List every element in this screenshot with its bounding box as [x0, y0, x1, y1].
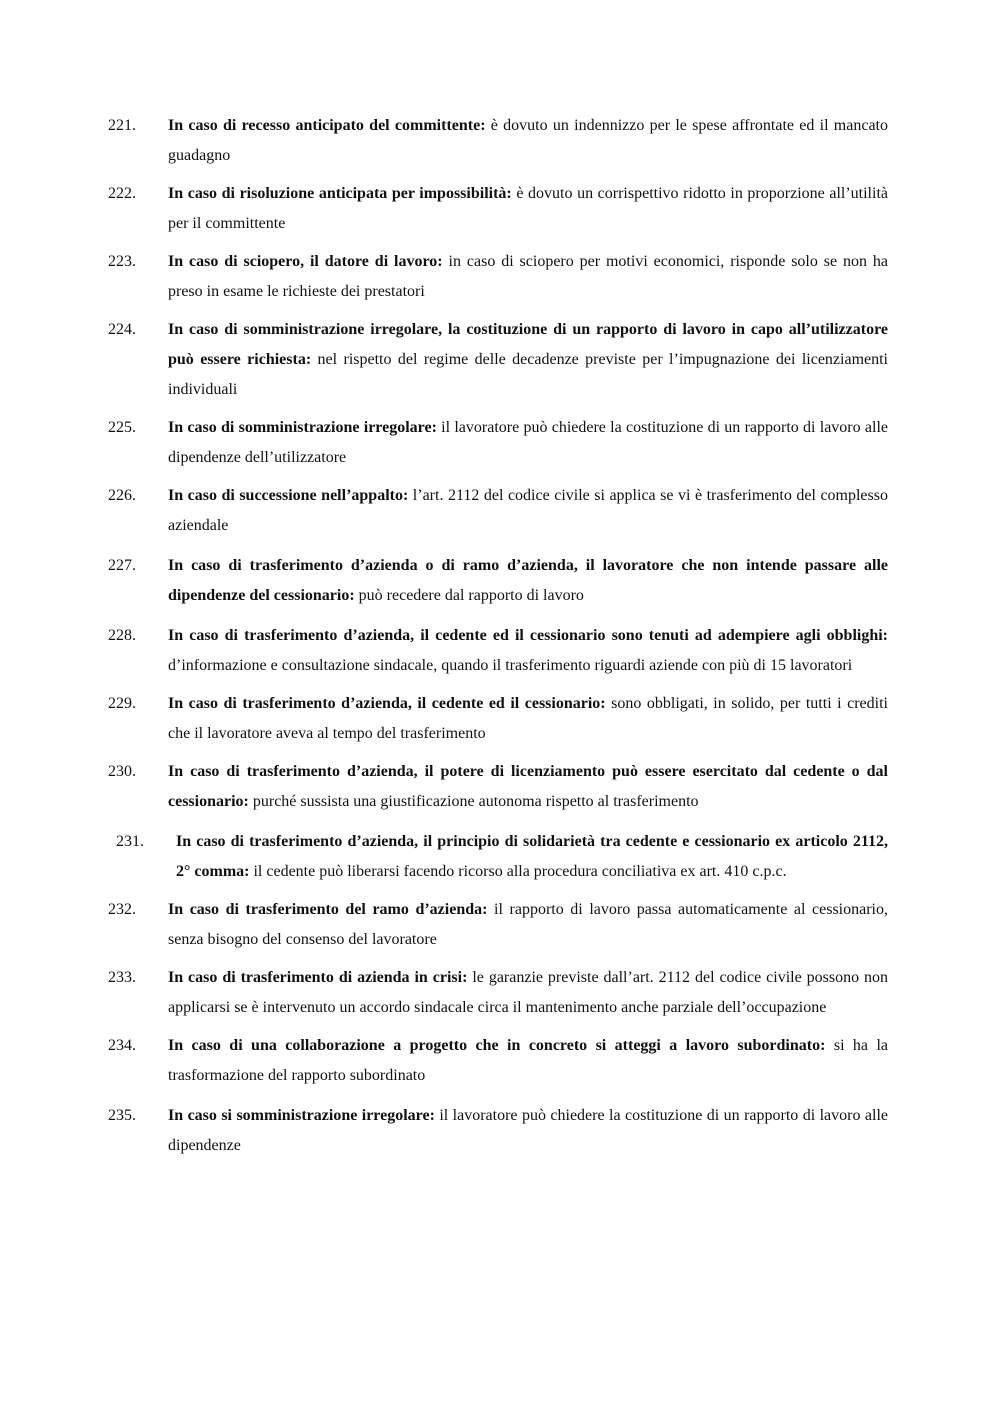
list-item [108, 1101, 888, 1161]
list-item [108, 111, 888, 171]
list-item [108, 179, 888, 239]
qa-list [108, 111, 888, 1161]
item-text [168, 689, 888, 749]
item-number: 225. [108, 419, 136, 436]
item-answer: purché sussista una giustificazione autonoma rispetto al trasferimento [248, 793, 699, 810]
list-item [108, 963, 888, 1023]
list-item [108, 551, 888, 611]
item-number: 221. [108, 117, 136, 134]
item-text [168, 247, 888, 307]
item-number: 223. [108, 253, 136, 270]
item-text [168, 757, 888, 817]
list-item [108, 247, 888, 307]
item-number: 228. [108, 627, 136, 644]
item-answer: il rapporto di lavoro passa automaticamente al cessionario, senza bisogno del consenso del lavoratore [168, 901, 889, 948]
item-text [168, 413, 888, 473]
list-item [108, 1031, 888, 1091]
item-text [168, 315, 888, 405]
item-number: 232. [108, 901, 136, 918]
item-question: In caso di successione nell’appalto: [168, 487, 409, 504]
item-answer: nel rispetto del regime delle decadenze previste per l’impugnazione dei licenziamenti individuali [168, 351, 889, 398]
item-answer: il lavoratore può chiedere la costituzione di un rapporto di lavoro alle dipendenze [168, 1107, 888, 1154]
list-item [108, 757, 888, 817]
item-number: 233. [108, 969, 136, 986]
list-item [108, 621, 888, 681]
item-text [176, 827, 888, 887]
list-item [108, 827, 888, 887]
item-answer: può recedere dal rapporto di lavoro [354, 587, 584, 604]
list-item [108, 315, 888, 405]
item-number: 229. [108, 695, 136, 712]
list-item [108, 895, 888, 955]
item-answer: sono obbligati, in solido, per tutti i crediti che il lavoratore aveva al tempo del trasferimento [168, 695, 888, 742]
item-answer: il cedente può liberarsi facendo ricorso alla procedura conciliativa ex art. 410 c.p.c. [249, 863, 787, 880]
item-question: In caso di somministrazione irregolare: [168, 419, 437, 436]
item-text [168, 179, 888, 239]
item-answer: è dovuto un corrispettivo ridotto in proporzione all’utilità per il committente [168, 185, 888, 232]
item-question: In caso di trasferimento d’azienda, il cedente ed il cessionario sono tenuti ad adempiere agli obblighi: [168, 627, 888, 644]
item-answer: l’art. 2112 del codice civile si applica se vi è trasferimento del complesso aziendale [168, 487, 888, 534]
item-number: 222. [108, 185, 136, 202]
item-question: In caso di una collaborazione a progetto che in concreto si atteggi a lavoro subordinato: [168, 1037, 826, 1054]
item-number: 230. [108, 763, 136, 780]
item-question: In caso di trasferimento d’azienda, il principio di solidarietà tra cedente e cessionario ex articolo 2112, 2° comma: [176, 833, 888, 880]
item-text [168, 111, 888, 171]
item-question: In caso di trasferimento d’azienda, il cedente ed il cessionario: [168, 695, 606, 712]
item-text [168, 895, 888, 955]
item-number: 227. [108, 557, 136, 574]
item-number: 235. [108, 1107, 136, 1124]
item-answer: in caso di sciopero per motivi economici, risponde solo se non ha preso in esame le richieste dei prestatori [168, 253, 889, 300]
item-question: In caso si somministrazione irregolare: [168, 1107, 435, 1124]
item-text [168, 481, 888, 541]
item-number: 234. [108, 1037, 136, 1054]
item-question: In caso di somministrazione irregolare, la costituzione di un rapporto di lavoro in capo all’utilizzatore può essere richiesta: [168, 321, 888, 368]
list-item [108, 689, 888, 749]
item-answer: è dovuto un indennizzo per le spese affrontate ed il mancato guadagno [168, 117, 889, 164]
item-text [168, 1101, 888, 1161]
item-answer: d’informazione e consultazione sindacale, quando il trasferimento riguardi aziende con più di 15 lavoratori [168, 657, 853, 674]
item-question: In caso di recesso anticipato del committente: [168, 117, 486, 134]
item-text [168, 963, 888, 1023]
list-item [108, 481, 888, 541]
item-answer: si ha la trasformazione del rapporto subordinato [168, 1037, 888, 1084]
item-text [168, 621, 888, 681]
item-text [168, 1031, 888, 1091]
item-answer: il lavoratore può chiedere la costituzione di un rapporto di lavoro alle dipendenze dell’utilizzatore [168, 419, 888, 466]
item-question: In caso di sciopero, il datore di lavoro: [168, 253, 443, 270]
item-question: In caso di risoluzione anticipata per impossibilità: [168, 185, 512, 202]
item-number: 226. [108, 487, 136, 504]
item-question: In caso di trasferimento del ramo d’azienda: [168, 901, 488, 918]
list-item [108, 413, 888, 473]
item-question: In caso di trasferimento d’azienda, il potere di licenziamento può essere esercitato dal cedente o dal cessionario: [168, 763, 888, 810]
item-question: In caso di trasferimento d’azienda o di ramo d’azienda, il lavoratore che non intende passare alle dipendenze del cessionario: [168, 557, 888, 604]
item-text [168, 551, 888, 611]
item-question: In caso di trasferimento di azienda in crisi: [168, 969, 468, 986]
item-answer: le garanzie previste dall’art. 2112 del codice civile possono non applicarsi se è intervenuto un accordo sindacale circa il mantenimento anche parziale dell’occupazione [168, 969, 889, 1016]
item-number: 231. [116, 833, 144, 850]
item-number: 224. [108, 321, 136, 338]
